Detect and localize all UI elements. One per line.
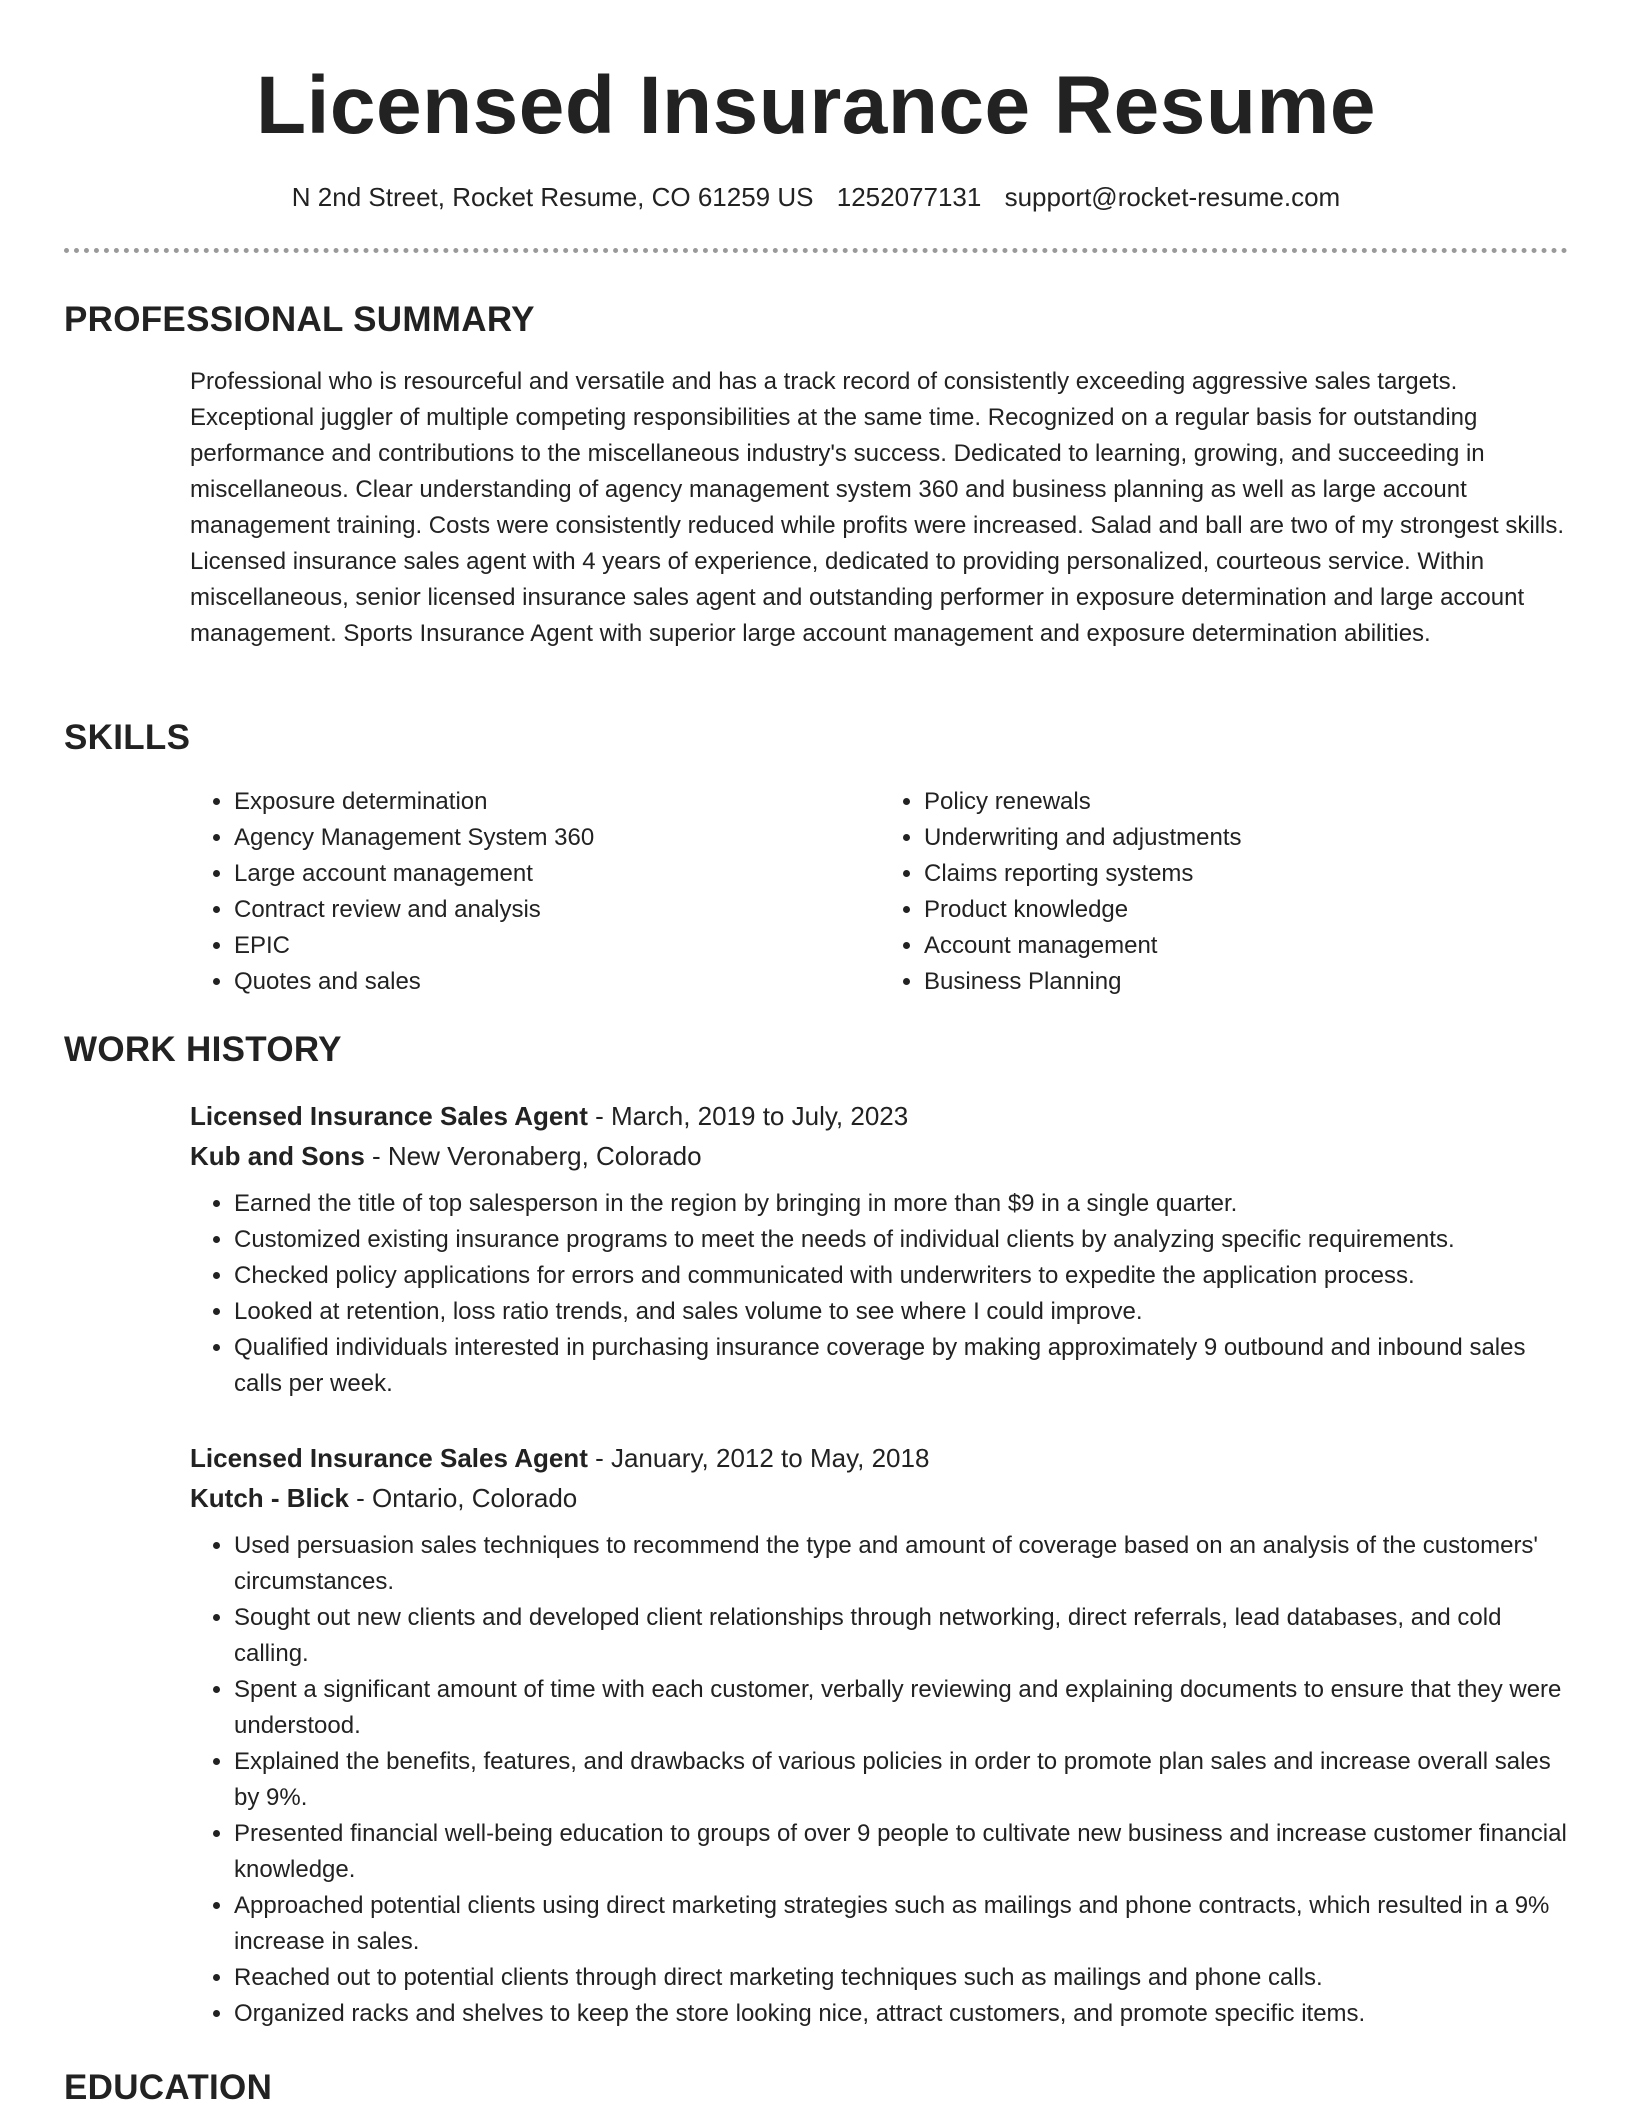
skill-item: • Exposure determination <box>234 784 880 820</box>
job-bullets <box>190 1528 1570 2032</box>
job-role: Licensed Insurance Sales Agent <box>190 1443 588 1473</box>
skill-item: • Business Planning <box>924 964 1570 1000</box>
skill-item: • Policy renewals <box>924 784 1570 820</box>
header-divider <box>64 248 1568 253</box>
job-bullet: • Organized racks and shelves to keep the store looking nice, attract customers, and promote specific items. <box>234 1996 1570 2032</box>
job-location: - Ontario, Colorado <box>348 1483 578 1513</box>
job-dates: - January, 2012 to May, 2018 <box>587 1443 930 1473</box>
contact-address: N 2nd Street, Rocket Resume, CO 61259 US <box>291 182 814 212</box>
job-company: Kutch - Blick <box>190 1483 349 1513</box>
job-company: Kub and Sons <box>190 1141 365 1171</box>
skills-list <box>190 784 1570 1000</box>
job-company-line <box>190 1478 1570 1518</box>
contact-line <box>64 180 1568 214</box>
job-dates: - March, 2019 to July, 2023 <box>587 1101 909 1131</box>
skill-item: • Underwriting and adjustments <box>924 820 1570 856</box>
work-history-heading: WORK HISTORY <box>64 1030 342 1069</box>
summary-text: Professional who is resourceful and versatile and has a track record of consistently exceeding aggressive sales targets. Exceptional juggler of multiple competing responsibilities at the same time. Recognized on a regular basis for outstanding performance and contributions to the miscellaneous industry's success. Dedicated to learning, growing, and succeeding in miscellaneous. Clear understanding of agency management system 360 and business planning as well as large account management training. Costs were consistently reduced while profits were increased. Salad and ball are two of my strongest skills. Licensed insurance sales agent with 4 years of experience, dedicated to providing personalized, courteous service. Within miscellaneous, senior licensed insurance sales agent and outstanding performer in exposure determination and large account management. Sports Insurance Agent with superior large account management and exposure determination abilities. <box>190 368 1564 647</box>
job-role: Licensed Insurance Sales Agent <box>190 1101 588 1131</box>
job-bullet: • Qualified individuals interested in purchasing insurance coverage by making approximately 9 outbound and inbound sales calls per week. <box>234 1330 1570 1402</box>
skills-heading: SKILLS <box>64 718 191 757</box>
resume-page <box>64 0 1568 2107</box>
job-entry <box>190 1438 1570 2032</box>
skill-item: • Account management <box>924 928 1570 964</box>
job-bullet: • Reached out to potential clients through direct marketing techniques such as mailings and phone calls. <box>234 1960 1570 1996</box>
education-heading: EDUCATION <box>64 2068 273 2107</box>
job-bullets <box>190 1186 1570 1402</box>
job-company-line <box>190 1136 1570 1176</box>
contact-email: support@rocket-resume.com <box>1004 182 1341 212</box>
job-location: - New Veronaberg, Colorado <box>364 1141 702 1171</box>
job-bullet: • Approached potential clients using direct marketing strategies such as mailings and phone contracts, which resulted in a 9% increase in sales. <box>234 1888 1570 1960</box>
skill-item: • EPIC <box>234 928 880 964</box>
job-bullet: • Spent a significant amount of time with each customer, verbally reviewing and explaining documents to ensure that they were understood. <box>234 1672 1570 1744</box>
contact-phone: 1252077131 <box>836 182 982 212</box>
skill-item: • Product knowledge <box>924 892 1570 928</box>
job-bullet: • Explained the benefits, features, and drawbacks of various policies in order to promote plan sales and increase overall sales by 9%. <box>234 1744 1570 1816</box>
job-bullet: • Sought out new clients and developed client relationships through networking, direct referrals, lead databases, and cold calling. <box>234 1600 1570 1672</box>
job-bullet: • Checked policy applications for errors and communicated with underwriters to expedite the application process. <box>234 1258 1570 1294</box>
job-bullet: • Used persuasion sales techniques to recommend the type and amount of coverage based on an analysis of the customers' circumstances. <box>234 1528 1570 1600</box>
job-bullet: • Presented financial well-being education to groups of over 9 people to cultivate new business and increase customer financial knowledge. <box>234 1816 1570 1888</box>
skills-column-left <box>190 784 880 1000</box>
resume-title: Licensed Insurance Resume <box>256 60 1376 151</box>
job-bullet: • Looked at retention, loss ratio trends, and sales volume to see where I could improve. <box>234 1294 1570 1330</box>
job-entry <box>190 1096 1570 1402</box>
skill-item: • Quotes and sales <box>234 964 880 1000</box>
skill-item: • Agency Management System 360 <box>234 820 880 856</box>
skill-item: • Claims reporting systems <box>924 856 1570 892</box>
skills-column-right <box>880 784 1570 1000</box>
job-title-line <box>190 1096 1570 1136</box>
job-bullet: • Earned the title of top salesperson in the region by bringing in more than $9 in a single quarter. <box>234 1186 1570 1222</box>
summary-heading: PROFESSIONAL SUMMARY <box>64 300 535 339</box>
job-bullet: • Customized existing insurance programs to meet the needs of individual clients by analyzing specific requirements. <box>234 1222 1570 1258</box>
skill-item: • Contract review and analysis <box>234 892 880 928</box>
skill-item: • Large account management <box>234 856 880 892</box>
job-title-line <box>190 1438 1570 1478</box>
